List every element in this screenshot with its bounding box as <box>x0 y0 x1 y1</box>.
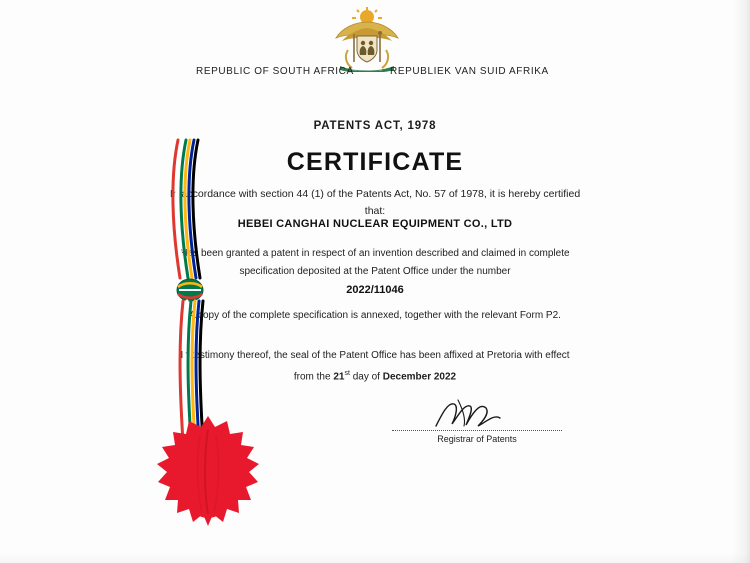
country-name-english: REPUBLIC OF SOUTH AFRICA <box>196 66 354 77</box>
sheet-edge-right <box>732 0 750 563</box>
date-prefix: from the <box>293 371 334 383</box>
signature-label: Registrar of Patents <box>437 434 517 444</box>
date-month-year: December 2022 <box>382 371 457 383</box>
act-title: PATENTS ACT, 1978 <box>313 120 437 132</box>
red-wax-seal-icon <box>144 414 272 542</box>
country-name-afrikaans: REPUBLIEK VAN SUID AFRIKA <box>390 66 549 77</box>
applicant-name: HEBEI CANGHAI NUCLEAR EQUIPMENT CO., LTD <box>237 218 513 230</box>
svg-text:!KE E: /XARRA //KE: !KE E: /XARRA //KE <box>351 67 383 72</box>
copy-annexed-line: A copy of the complete specification is annexed, together with the relevant Form P2. <box>189 310 561 321</box>
accordance-line: In accordance with section 44 (1) of the Patents Act, No. 57 of 1978, it is hereby certified <box>169 188 581 200</box>
effective-date-line <box>0 370 750 382</box>
date-ordinal: st <box>344 370 350 377</box>
granted-line-2: specification deposited at the Patent Office under the number <box>239 266 511 277</box>
page-title: CERTIFICATE <box>286 148 464 176</box>
date-day: 21 <box>333 371 345 383</box>
granted-line-1: Has been granted a patent in respect of an invention described and claimed in complete <box>180 248 570 259</box>
sheet-edge-bottom <box>0 553 750 563</box>
signature-line <box>392 430 562 431</box>
that-line: that: <box>364 205 386 217</box>
date-middle: day of <box>349 371 383 383</box>
south-africa-coat-of-arms-icon <box>330 6 404 72</box>
patent-number: 2022/11046 <box>346 284 404 296</box>
testimony-line: In testimony thereof, the seal of the Patent Office has been affixed at Pretoria with effect <box>180 350 570 361</box>
handwritten-signature-icon <box>428 398 518 430</box>
